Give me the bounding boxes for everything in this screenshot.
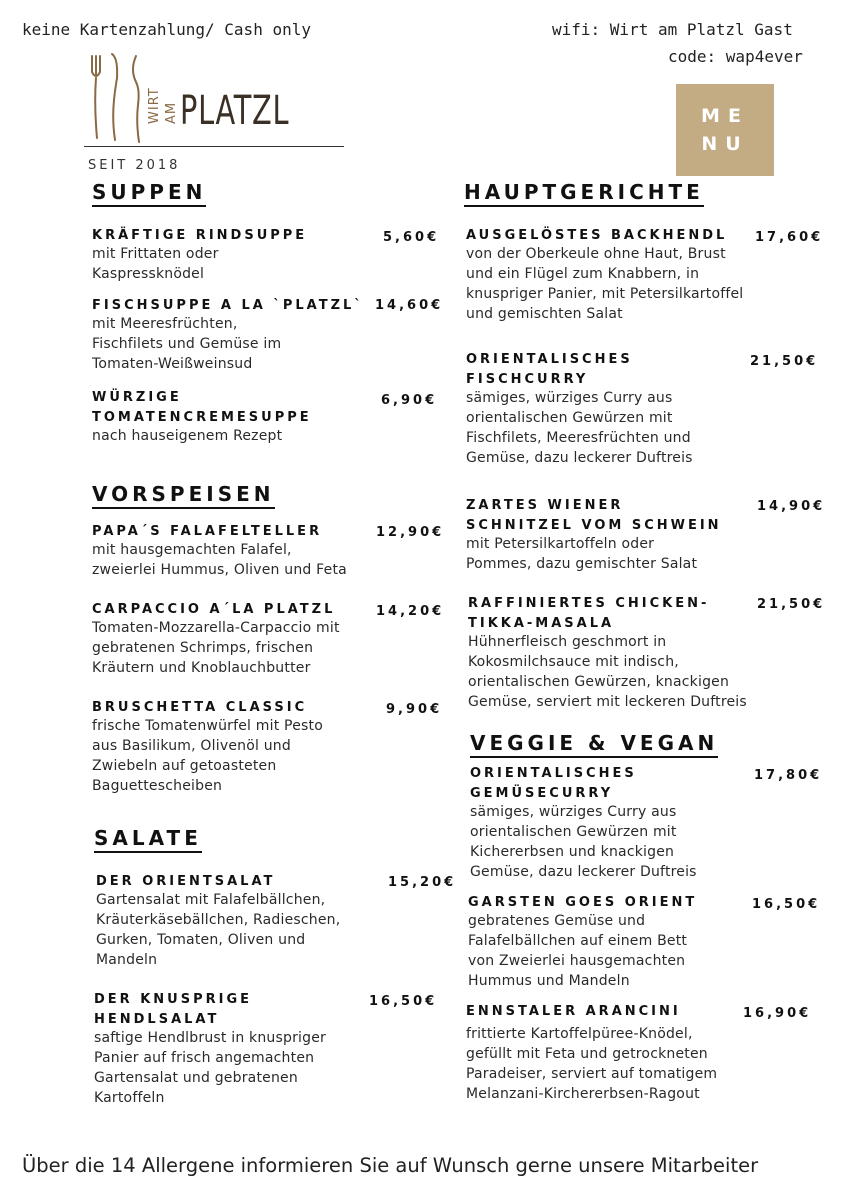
item-price: 21,50€ [750,354,819,369]
item-description: Hühnerfleisch geschmort in Kokosmilchsauce mit indisch, orientalischen Gewürzen, knackigen Gemüse, serviert mit leckeren Duftreis [468,634,747,710]
item-description: frische Tomatenwürfel mit Pesto aus Basilikum, Olivenöl und Zwiebeln auf getoasteten Baguettescheiben [92,718,323,794]
menu-item [92,388,372,446]
item-name: WÜRZIGE TOMATENCREMESUPPE [92,390,312,425]
item-name: ORIENTALISCHES GEMÜSECURRY [470,766,637,801]
menu-item [92,296,392,374]
logo-divider [84,146,344,147]
item-price: 16,50€ [369,994,438,1009]
logo-am: AM [164,101,179,124]
menu-item [96,872,386,970]
item-name: FISCHSUPPE A LA `PLATZL` [92,298,364,313]
section-title-veggie-vegan: VEGGIE & VEGAN [470,731,718,758]
item-price: 6,90€ [381,393,438,408]
menu-item [468,594,768,712]
item-price: 12,90€ [376,525,445,540]
logo-platzl: PLATZL [180,88,290,134]
item-description: frittierte Kartoffelpüree-Knödel, gefüllt mit Feta und getrockneten Paradeiser, serviert auf tomatigem Melanzani-Kirchererbsen-Ragout [466,1026,718,1102]
menu-item [94,990,384,1108]
item-description: nach hauseigenem Rezept [92,428,283,444]
item-price: 21,50€ [757,597,826,612]
item-price: 17,80€ [754,768,823,783]
item-name: ZARTES WIENER SCHNITZEL VOM SCHWEIN [466,498,722,533]
menu-badge [676,84,774,176]
menu-item [92,522,382,580]
item-description: Gartensalat mit Falafelbällchen, Kräuterkäsebällchen, Radieschen, Gurken, Tomaten, Oliven und Mandeln [96,892,341,968]
item-price: 9,90€ [386,702,443,717]
wifi-code: code: wap4ever [668,47,803,66]
item-description: mit Meeresfrüchten, Fischfilets und Gemüse im Tomaten-Weißweinsud [92,316,282,372]
payment-note: keine Kartenzahlung/ Cash only [22,20,311,39]
allergen-note: Über die 14 Allergene informieren Sie auf Wunsch gerne unsere Mitarbeiter [22,1154,759,1177]
item-name: AUSGELÖSTES BACKHENDL [466,228,728,243]
item-description: sämiges, würziges Curry aus orientalischen Gewürzen mit Kichererbsen und knackigen Gemüse, dazu leckerer Duftreis [470,804,697,880]
item-description: mit hausgemachten Falafel, zweierlei Hummus, Oliven und Feta [92,542,347,578]
item-price: 16,50€ [752,897,821,912]
section-title-hauptgerichte: HAUPTGERICHTE [464,180,704,207]
section-title-suppen: SUPPEN [92,180,206,207]
logo-wirt: WIRT [147,87,162,124]
menu-item [466,350,756,468]
since-label: SEIT 2018 [88,158,181,173]
item-name: ENNSTALER ARANCINI [466,1004,681,1019]
item-description: sämiges, würziges Curry aus orientalischen Gewürzen mit Fischfilets, Meeresfrüchten und Gemüse, dazu leckerer Duftreis [466,390,693,466]
item-name: DER ORIENTSALAT [96,874,276,889]
menu-badge-line1: ME [701,105,749,127]
section-title-vorspeisen: VORSPEISEN [92,482,275,509]
menu-item [466,1002,756,1104]
menu-item [92,226,372,284]
item-description: von der Oberkeule ohne Haut, Brust und ein Flügel zum Knabbern, in knuspriger Panier, mit Petersilkartoffel und gemischten Salat [466,246,744,322]
item-name: RAFFINIERTES CHICKEN- TIKKA-MASALA [468,596,710,631]
item-description: mit Petersilkartoffeln oder Pommes, dazu gemischter Salat [466,536,698,572]
menu-item [92,600,382,678]
item-price: 16,90€ [743,1006,812,1021]
item-description: mit Frittaten oder Kaspressknödel [92,246,219,282]
item-name: BRUSCHETTA CLASSIC [92,700,308,715]
item-name: PAPA´S FALAFELTELLER [92,524,323,539]
restaurant-logo [84,50,344,146]
item-name: KRÄFTIGE RINDSUPPE [92,228,308,243]
menu-item [468,893,758,991]
item-description: gebratenes Gemüse und Falafelbällchen auf einem Bett von Zweierlei hausgemachten Hummus und Mandeln [468,913,688,989]
item-price: 5,60€ [383,230,440,245]
item-name: DER KNUSPRIGE HENDLSALAT [94,992,253,1027]
item-description: Tomaten-Mozzarella-Carpaccio mit gebratenen Schrimps, frischen Kräutern und Knoblauchbutter [92,620,340,676]
item-description: saftige Hendlbrust in knuspriger Panier auf frisch angemachten Gartensalat und gebratenen Kartoffeln [94,1030,326,1106]
item-price: 14,60€ [375,298,444,313]
item-price: 14,90€ [757,499,826,514]
menu-item [466,226,766,324]
item-name: CARPACCIO A´LA PLATZL [92,602,336,617]
section-title-salate: SALATE [94,826,202,853]
menu-badge-line2: NU [701,133,749,155]
wifi-info: wifi: Wirt am Platzl Gast [552,20,793,39]
menu-item [470,764,760,882]
item-price: 14,20€ [376,604,445,619]
menu-item [92,698,382,796]
item-price: 15,20€ [388,875,457,890]
item-price: 17,60€ [755,230,824,245]
item-name: GARSTEN GOES ORIENT [468,895,698,910]
item-name: ORIENTALISCHES FISCHCURRY [466,352,633,387]
menu-item [466,496,766,574]
